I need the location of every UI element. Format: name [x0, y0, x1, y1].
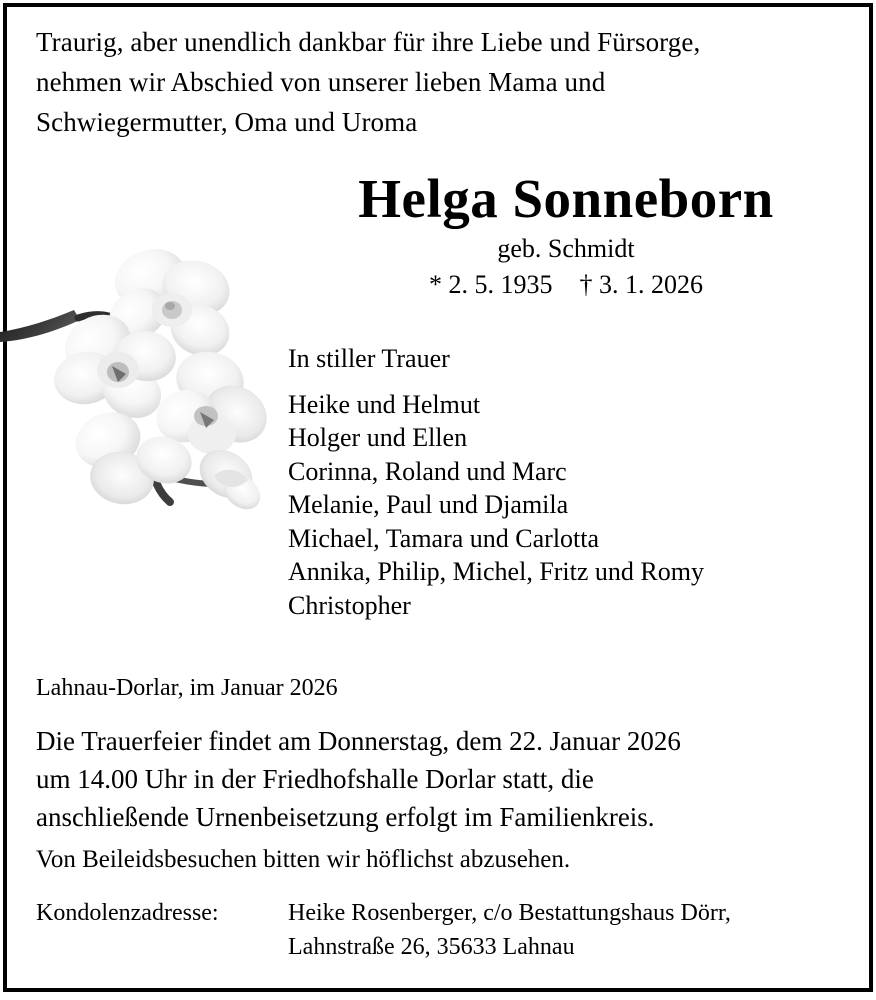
deceased-name: Helga Sonneborn	[358, 168, 774, 229]
address-line: Heike Rosenberger, c/o Bestattungshaus Dörr,	[288, 900, 731, 926]
address-line: Lahnstraße 26, 35633 Lahnau	[288, 934, 575, 960]
birth-asterisk-icon: *	[429, 270, 442, 299]
deceased-identity	[276, 168, 856, 302]
ceremony-details	[36, 722, 842, 836]
ceremony-line: um 14.00 Uhr in der Friedhofshalle Dorlar statt, die	[36, 764, 594, 794]
life-dates	[276, 268, 856, 302]
intro-text	[36, 22, 842, 142]
mourners-list	[288, 388, 858, 623]
place-and-date: Lahnau-Dorlar, im Januar 2026	[36, 675, 338, 701]
list-item: Christopher	[288, 590, 411, 620]
list-item: Annika, Philip, Michel, Fritz und Romy	[288, 557, 704, 586]
ceremony-line: Die Trauerfeier findet am Donnerstag, dem 22. Januar 2026	[36, 726, 681, 756]
condolence-label: Kondolenzadresse:	[36, 900, 219, 926]
death-date: 3. 1. 2026	[599, 270, 703, 299]
intro-line: nehmen wir Abschied von unserer lieben Mama und	[36, 67, 606, 97]
ceremony-line: anschließende Urnenbeisetzung erfolgt im Familienkreis.	[36, 802, 655, 832]
condolence-address-section	[36, 896, 846, 964]
list-item: Michael, Tamara und Carlotta	[288, 523, 600, 553]
list-item: Holger und Ellen	[288, 423, 468, 452]
condolence-address	[288, 896, 846, 964]
list-item: Corinna, Roland und Marc	[288, 456, 567, 486]
mourners-title: In stiller Trauer	[288, 344, 450, 373]
maiden-name: geb. Schmidt	[497, 234, 635, 263]
intro-line: Schwiegermutter, Oma und Uroma	[36, 107, 418, 137]
orchid-flower-image	[0, 244, 290, 512]
cross-dagger-icon: †	[579, 270, 593, 299]
intro-line: Traurig, aber unendlich dankbar für ihre Liebe und Fürsorge,	[36, 27, 701, 57]
list-item: Melanie, Paul und Djamila	[288, 490, 569, 519]
no-visits-note: Von Beileidsbesuchen bitten wir höflichst abzusehen.	[36, 846, 571, 873]
list-item: Heike und Helmut	[288, 389, 481, 419]
mourners-section	[288, 342, 858, 622]
birth-date: 2. 5. 1935	[448, 270, 553, 299]
